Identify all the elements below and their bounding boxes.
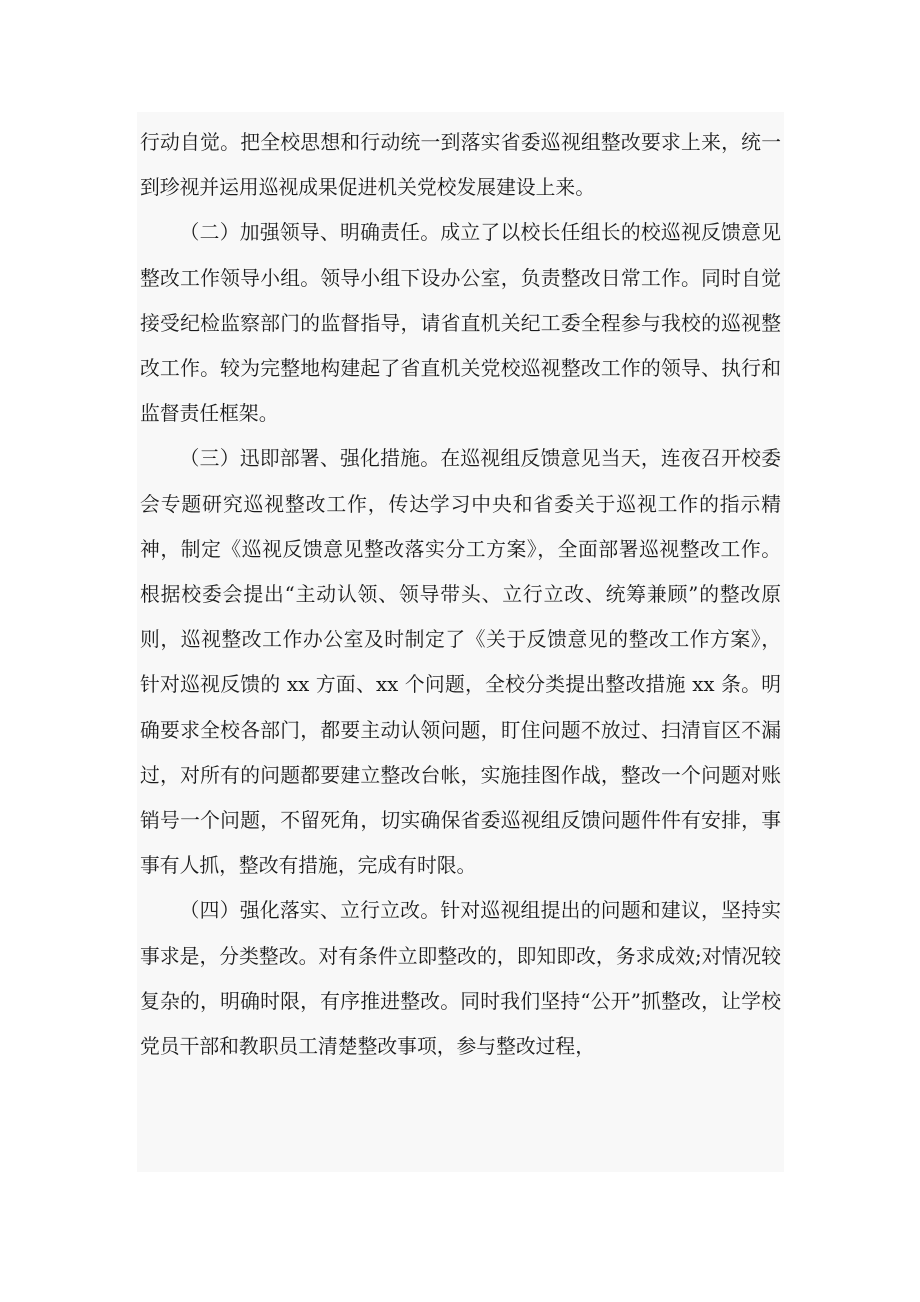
paragraph-implement-rectification: （四）强化落实、立行立改。针对巡视组提出的问题和建议，坚持实事求是，分类整改。对有条件立即整改的，即知即改，务求成效;对情况较复杂的，明确时限，有序推进整改。同时我们坚持“公开”抓整改，让学校党员干部和教职员工清楚整改事项，参与整改过程， [140,899,781,1059]
document-body [140,120,781,1069]
paragraph-deploy-measures: （三）迅即部署、强化措施。在巡视组反馈意见当天，连夜召开校委会专题研究巡视整改工作，传达学习中央和省委关于巡视工作的指示精神，制定《巡视反馈意见整改落实分工方案》，全面部署巡视整改工作。根据校委会提出“主动认领、领导带头、立行立改、统筹兼顾”的整改原则，巡视整改工作办公室及时制定了《关于反馈意见的整改工作方案》，针对巡视反馈的 xx 方面、xx 个问题，全校分类提出整改措施 xx 条。明确要求全校各部门，都要主动认领问题，盯住问题不放过、扫清盲区不漏过，对所有的问题都要建立整改台帐，实施挂图作战，整改一个问题对账销号一个问题，不留死角，切实确保省委巡视组反馈问题件件有安排，事事有人抓，整改有措施，完成有时限。 [140,447,781,878]
paragraph-continuation: 行动自觉。把全校思想和行动统一到落实省委巡视组整改要求上来，统一到珍视并运用巡视成果促进机关党校发展建设上来。 [140,131,781,200]
paragraph-strengthen-leadership: （二）加强领导、明确责任。成立了以校长任组长的校巡视反馈意见整改工作领导小组。领导小组下设办公室，负责整改日常工作。同时自觉接受纪检监察部门的监督指导，请省直机关纪工委全程参与我校的巡视整改工作。较为完整地构建起了省直机关党校巡视整改工作的领导、执行和监督责任框架。 [140,221,781,426]
document-page [137,112,784,1172]
